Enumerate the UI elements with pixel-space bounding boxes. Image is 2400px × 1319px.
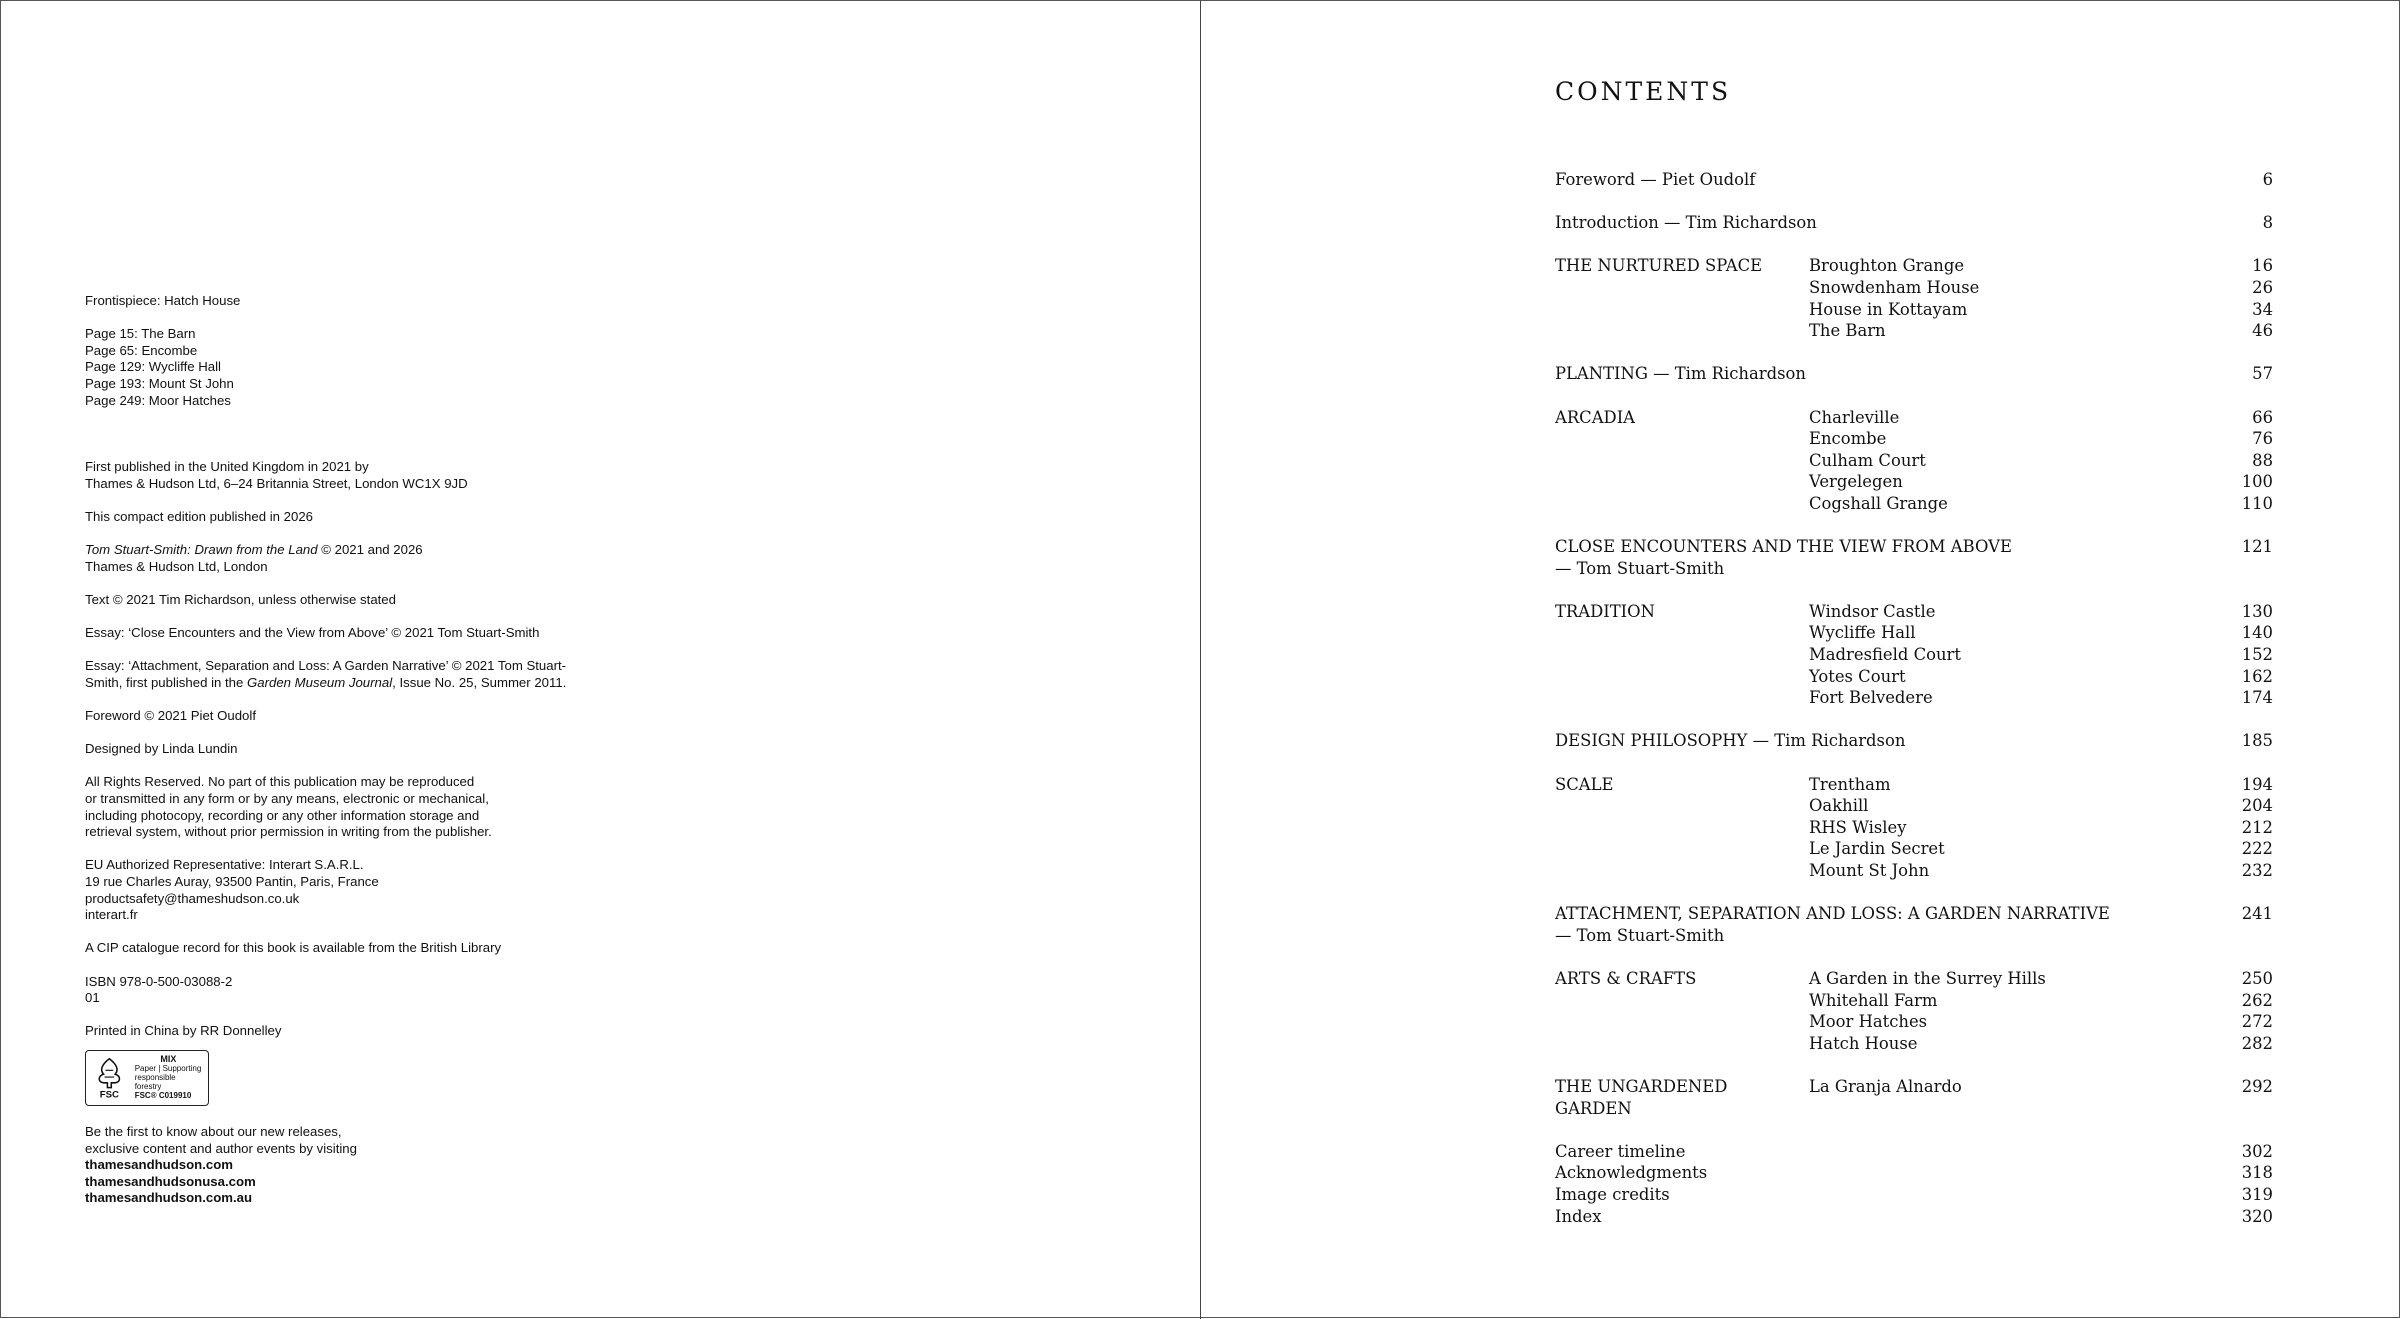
essay-publication-pre: Smith, first published in the — [85, 674, 247, 690]
book-copyright — [85, 542, 645, 559]
toc-entry-author: — Tom Stuart-Smith — [1555, 558, 1725, 578]
toc-page-number: 152 — [2241, 645, 2273, 665]
essay-copyright: Essay: ‘Close Encounters and the View from Above’ © 2021 Tom Stuart-Smith — [85, 625, 540, 641]
toc-page-number: 140 — [2241, 623, 2273, 643]
toc-entry[interactable] — [1555, 817, 2273, 839]
toc-entry[interactable] — [1555, 730, 2273, 752]
toc-page-number: 262 — [2241, 990, 2273, 1010]
toc-entry[interactable] — [1555, 774, 2273, 796]
toc-section-heading: THE UNGARDENED GARDEN — [1555, 1076, 1728, 1118]
book-copyright-years: © 2021 and 2026 — [317, 542, 423, 558]
toc-section-arts-crafts — [1555, 968, 2273, 1054]
first-published-line: First published in the United Kingdom in 2021 by — [85, 459, 369, 475]
toc-entry-label: Foreword — Piet Oudolf — [1555, 170, 1756, 189]
toc-entry-label: Yotes Court — [1809, 666, 1906, 686]
toc-entry-label: Hatch House — [1809, 1033, 1918, 1053]
toc-entry-label: Le Jardin Secret — [1809, 839, 1945, 859]
toc-entry-label: Introduction — Tim Richardson — [1555, 213, 1817, 233]
toc-page-number: 212 — [2241, 817, 2273, 837]
isbn: ISBN 978-0-500-03088-2 01 — [85, 973, 233, 1006]
toc-entry-label: Encombe — [1809, 429, 1887, 449]
toc-entry-label: Mount St John — [1809, 861, 1930, 880]
page-title: CONTENTS — [1555, 77, 1732, 106]
toc-entry-label: Career timeline — [1555, 1141, 1686, 1161]
toc-entry[interactable] — [1555, 407, 2273, 429]
toc-page-number: 318 — [2241, 1163, 2273, 1183]
fsc-tree-icon — [92, 1054, 127, 1102]
toc-entry-label: PLANTING — Tim Richardson — [1555, 364, 1806, 384]
toc-entry[interactable] — [1555, 1033, 2273, 1055]
fsc-brand: FSC — [99, 1089, 119, 1101]
eu-representative: EU Authorized Representative: Interart S.A.R.L. 19 rue Charles Auray, 93500 Pantin, Paris, France productsafety@thameshudson.co.uk interart.fr — [85, 857, 379, 923]
toc-entry-label: Cogshall Grange — [1809, 493, 1948, 513]
fsc-text — [135, 1055, 202, 1100]
toc-entry[interactable] — [1555, 1162, 2273, 1184]
toc-entry-label: Moor Hatches — [1809, 1012, 1928, 1032]
page-ref: Page 15: The Barn — [85, 326, 196, 342]
toc-page-number: 76 — [2252, 429, 2273, 449]
toc-page-number: 232 — [2241, 861, 2273, 880]
toc-entry[interactable] — [1555, 255, 2273, 277]
toc-section-tradition — [1555, 601, 2273, 709]
toc-entry[interactable] — [1555, 277, 2273, 299]
copyright-page — [85, 293, 645, 1207]
toc-section-scale — [1555, 774, 2273, 882]
toc-entry-author: — Tom Stuart-Smith — [1555, 925, 1725, 945]
page-ref: Page 249: Moor Hatches — [85, 392, 231, 408]
toc-entry[interactable] — [1555, 687, 2273, 709]
toc-entry-label: Wycliffe Hall — [1809, 623, 1916, 643]
toc-page-number: 66 — [2252, 407, 2273, 427]
toc-entry-label: RHS Wisley — [1809, 817, 1907, 837]
toc-entry[interactable] — [1555, 169, 2273, 191]
toc-entry-label: Trentham — [1809, 774, 1891, 794]
toc-entry-label: La Granja Alnardo — [1809, 1076, 1962, 1096]
toc-page-number: 292 — [2241, 1076, 2273, 1096]
toc-entry[interactable] — [1555, 471, 2273, 493]
website-link[interactable]: thamesandhudsonusa.com — [85, 1173, 256, 1189]
foreword-copyright: Foreword © 2021 Piet Oudolf — [85, 708, 256, 724]
toc-entry-label: Windsor Castle — [1809, 601, 1936, 621]
toc-page-number: 162 — [2241, 666, 2273, 686]
toc-entry-label: The Barn — [1809, 321, 1886, 341]
toc-entry[interactable] — [1555, 838, 2273, 860]
frontispiece-credit: Frontispiece: Hatch House — [85, 293, 241, 308]
toc-section-heading: TRADITION — [1555, 601, 1655, 621]
toc-entry[interactable] — [1555, 644, 2273, 666]
rights-statement: All Rights Reserved. No part of this publication may be reproduced or transmitted in any form or by any means, electronic or mechanical, including photocopy, recording or any other information storage and retrieval system, without prior permission in writing from the publisher. — [85, 774, 492, 840]
toc-page-number: 302 — [2241, 1141, 2273, 1161]
toc-back-matter — [1555, 1141, 2273, 1227]
toc-entry-label: Madresfield Court — [1809, 645, 1961, 665]
page-ref: Page 65: Encombe — [85, 342, 198, 358]
toc-entry-label: ATTACHMENT, SEPARATION AND LOSS: A GARDEN NARRATIVE — [1555, 904, 2110, 924]
page-gutter — [1200, 1, 1201, 1319]
toc-page-number: 272 — [2241, 1012, 2273, 1032]
essay-copyright: Essay: ‘Attachment, Separation and Loss: A Garden Narrative’ © 2021 Tom Stuart- — [85, 658, 567, 674]
toc-entry-label: DESIGN PHILOSOPHY — Tim Richardson — [1555, 731, 1906, 751]
cip-note: A CIP catalogue record for this book is available from the British Library — [85, 940, 502, 956]
toc-section-heading: SCALE — [1555, 774, 1614, 794]
toc-page-number: 282 — [2241, 1033, 2273, 1053]
fsc-line1: Paper | Supporting — [134, 1064, 202, 1074]
toc-page-number: 250 — [2241, 968, 2273, 988]
toc-section-heading: THE NURTURED SPACE — [1555, 256, 1763, 276]
toc-entry[interactable] — [1555, 536, 2273, 579]
toc-entry-label: Snowdenham House — [1809, 277, 1980, 297]
toc-page-number: 110 — [2241, 493, 2273, 513]
toc-entry[interactable] — [1555, 363, 2273, 385]
toc-entry[interactable] — [1555, 990, 2273, 1012]
essay-publication-post: , Issue No. 25, Summer 2011. — [392, 674, 567, 690]
website-link[interactable]: thamesandhudson.com — [85, 1157, 234, 1173]
toc-page-number: 130 — [2241, 601, 2273, 621]
toc-entry-label: Fort Belvedere — [1809, 688, 1933, 708]
fsc-mix: MIX — [160, 1054, 177, 1065]
designer-credit: Designed by Linda Lundin — [85, 741, 238, 757]
toc-entry-label: CLOSE ENCOUNTERS AND THE VIEW FROM ABOVE — [1555, 537, 2012, 557]
fsc-line2: responsible forestry — [134, 1073, 176, 1092]
toc-page-number: 194 — [2241, 774, 2273, 794]
toc-page-number: 100 — [2241, 472, 2273, 492]
toc-entry-label: Charleville — [1809, 407, 1900, 427]
toc-entry[interactable] — [1555, 1184, 2273, 1206]
toc-entry-label: A Garden in the Surrey Hills — [1809, 968, 2046, 988]
toc-entry[interactable] — [1555, 601, 2273, 623]
toc-entry[interactable] — [1555, 493, 2273, 515]
toc-page-number: 319 — [2241, 1184, 2273, 1204]
toc-entry[interactable] — [1555, 320, 2273, 342]
toc-page-number: 174 — [2241, 688, 2273, 708]
toc-entry-label: Culham Court — [1809, 450, 1926, 470]
toc-entry-label: Whitehall Farm — [1809, 990, 1938, 1010]
publisher-address: Thames & Hudson Ltd, 6–24 Britannia Street, London WC1X 9JD — [85, 475, 468, 491]
text-copyright: Text © 2021 Tim Richardson, unless otherwise stated — [85, 591, 396, 607]
toc-entry[interactable] — [1555, 1141, 2273, 1163]
website-link[interactable]: thamesandhudson.com.au — [85, 1190, 253, 1206]
toc-page-number: 8 — [2262, 213, 2273, 233]
fsc-logo — [85, 1050, 209, 1106]
essay-publication — [85, 675, 645, 692]
page-ref: Page 193: Mount St John — [85, 375, 234, 391]
toc-page-number: 320 — [2241, 1206, 2273, 1226]
fsc-code: FSC® C019910 — [134, 1091, 192, 1101]
toc-entry[interactable] — [1555, 450, 2273, 472]
toc-entry-label: Oakhill — [1809, 796, 1869, 816]
toc-page-number: 46 — [2252, 321, 2273, 341]
compact-edition-note: This compact edition published in 2026 — [85, 508, 313, 524]
toc-entry[interactable] — [1555, 795, 2273, 817]
table-of-contents — [1555, 169, 2273, 1227]
toc-section-heading: ARCADIA — [1555, 407, 1636, 427]
toc-entry[interactable] — [1555, 860, 2273, 882]
toc-page-number: 34 — [2252, 299, 2273, 319]
toc-entry-label: Image credits — [1555, 1184, 1670, 1204]
toc-section-heading: ARTS & CRAFTS — [1555, 968, 1697, 988]
toc-entry-label: Vergelegen — [1809, 472, 1903, 492]
toc-page-number: 57 — [2252, 364, 2273, 384]
toc-entry[interactable] — [1555, 903, 2273, 946]
toc-page-number: 222 — [2241, 839, 2273, 859]
toc-entry[interactable] — [1555, 1076, 2273, 1119]
toc-page-number: 16 — [2252, 256, 2273, 276]
toc-section-nurtured — [1555, 255, 2273, 341]
toc-entry[interactable] — [1555, 299, 2273, 321]
toc-entry-label: House in Kottayam — [1809, 299, 1968, 319]
toc-entry[interactable] — [1555, 968, 2273, 990]
toc-entry[interactable] — [1555, 1011, 2273, 1033]
toc-page-number: 26 — [2252, 277, 2273, 297]
toc-entry[interactable] — [1555, 212, 2273, 234]
printer-credit: Printed in China by RR Donnelley — [85, 1023, 282, 1039]
promo-text: Be the first to know about our new releases, exclusive content and author events by visiting — [85, 1123, 357, 1156]
toc-entry[interactable] — [1555, 666, 2273, 688]
toc-entry[interactable] — [1555, 622, 2273, 644]
toc-section-arcadia — [1555, 407, 2273, 515]
toc-entry-label: Index — [1555, 1206, 1602, 1226]
journal-title: Garden Museum Journal — [247, 674, 393, 690]
publisher-line: Thames & Hudson Ltd, London — [85, 558, 268, 574]
page-ref: Page 129: Wycliffe Hall — [85, 359, 221, 375]
toc-entry-label: Acknowledgments — [1555, 1163, 1708, 1183]
toc-page-number: 204 — [2241, 796, 2273, 816]
toc-page-number: 241 — [2241, 904, 2273, 924]
toc-entry[interactable] — [1555, 428, 2273, 450]
book-title: Tom Stuart-Smith: Drawn from the Land — [85, 542, 318, 558]
toc-entry[interactable] — [1555, 1206, 2273, 1228]
toc-page-number: 6 — [2262, 170, 2273, 189]
toc-page-number: 185 — [2241, 731, 2273, 751]
toc-entry-label: Broughton Grange — [1809, 256, 1965, 276]
toc-page-number: 88 — [2252, 450, 2273, 470]
toc-page-number: 121 — [2241, 537, 2273, 557]
